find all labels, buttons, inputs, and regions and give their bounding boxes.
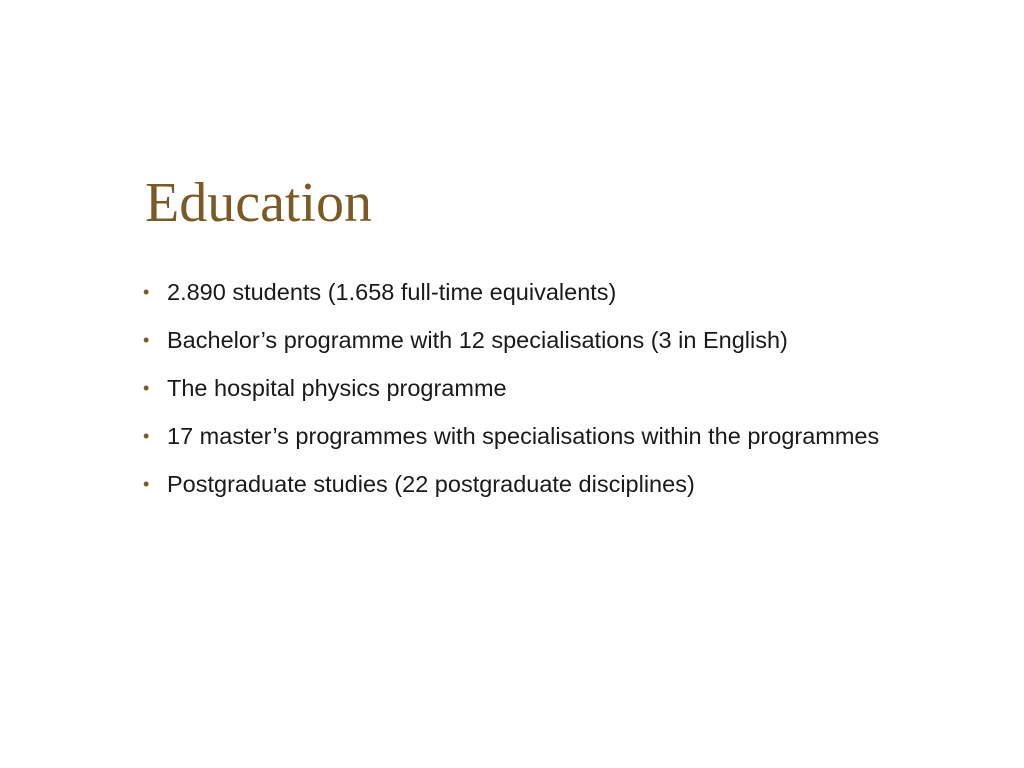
bullet-text: The hospital physics programme (167, 375, 507, 401)
bullet-icon: • (143, 426, 150, 446)
list-item (143, 274, 923, 310)
bullet-text: Postgraduate studies (22 postgraduate disciplines) (167, 471, 695, 497)
list-item (143, 322, 923, 358)
bullet-list (143, 274, 923, 514)
list-item (143, 418, 923, 454)
bullet-icon: • (143, 330, 150, 350)
slide-title: Education (145, 172, 373, 234)
bullet-icon: • (143, 378, 150, 398)
bullet-icon: • (143, 474, 150, 494)
list-item (143, 370, 923, 406)
list-item (143, 466, 923, 502)
bullet-text: 17 master’s programmes with specialisations within the programmes (167, 423, 880, 449)
bullet-icon: • (143, 282, 150, 302)
bullet-text: Bachelor’s programme with 12 specialisations (3 in English) (167, 327, 788, 353)
bullet-text: 2.890 students (1.658 full-time equivalents) (167, 279, 617, 305)
